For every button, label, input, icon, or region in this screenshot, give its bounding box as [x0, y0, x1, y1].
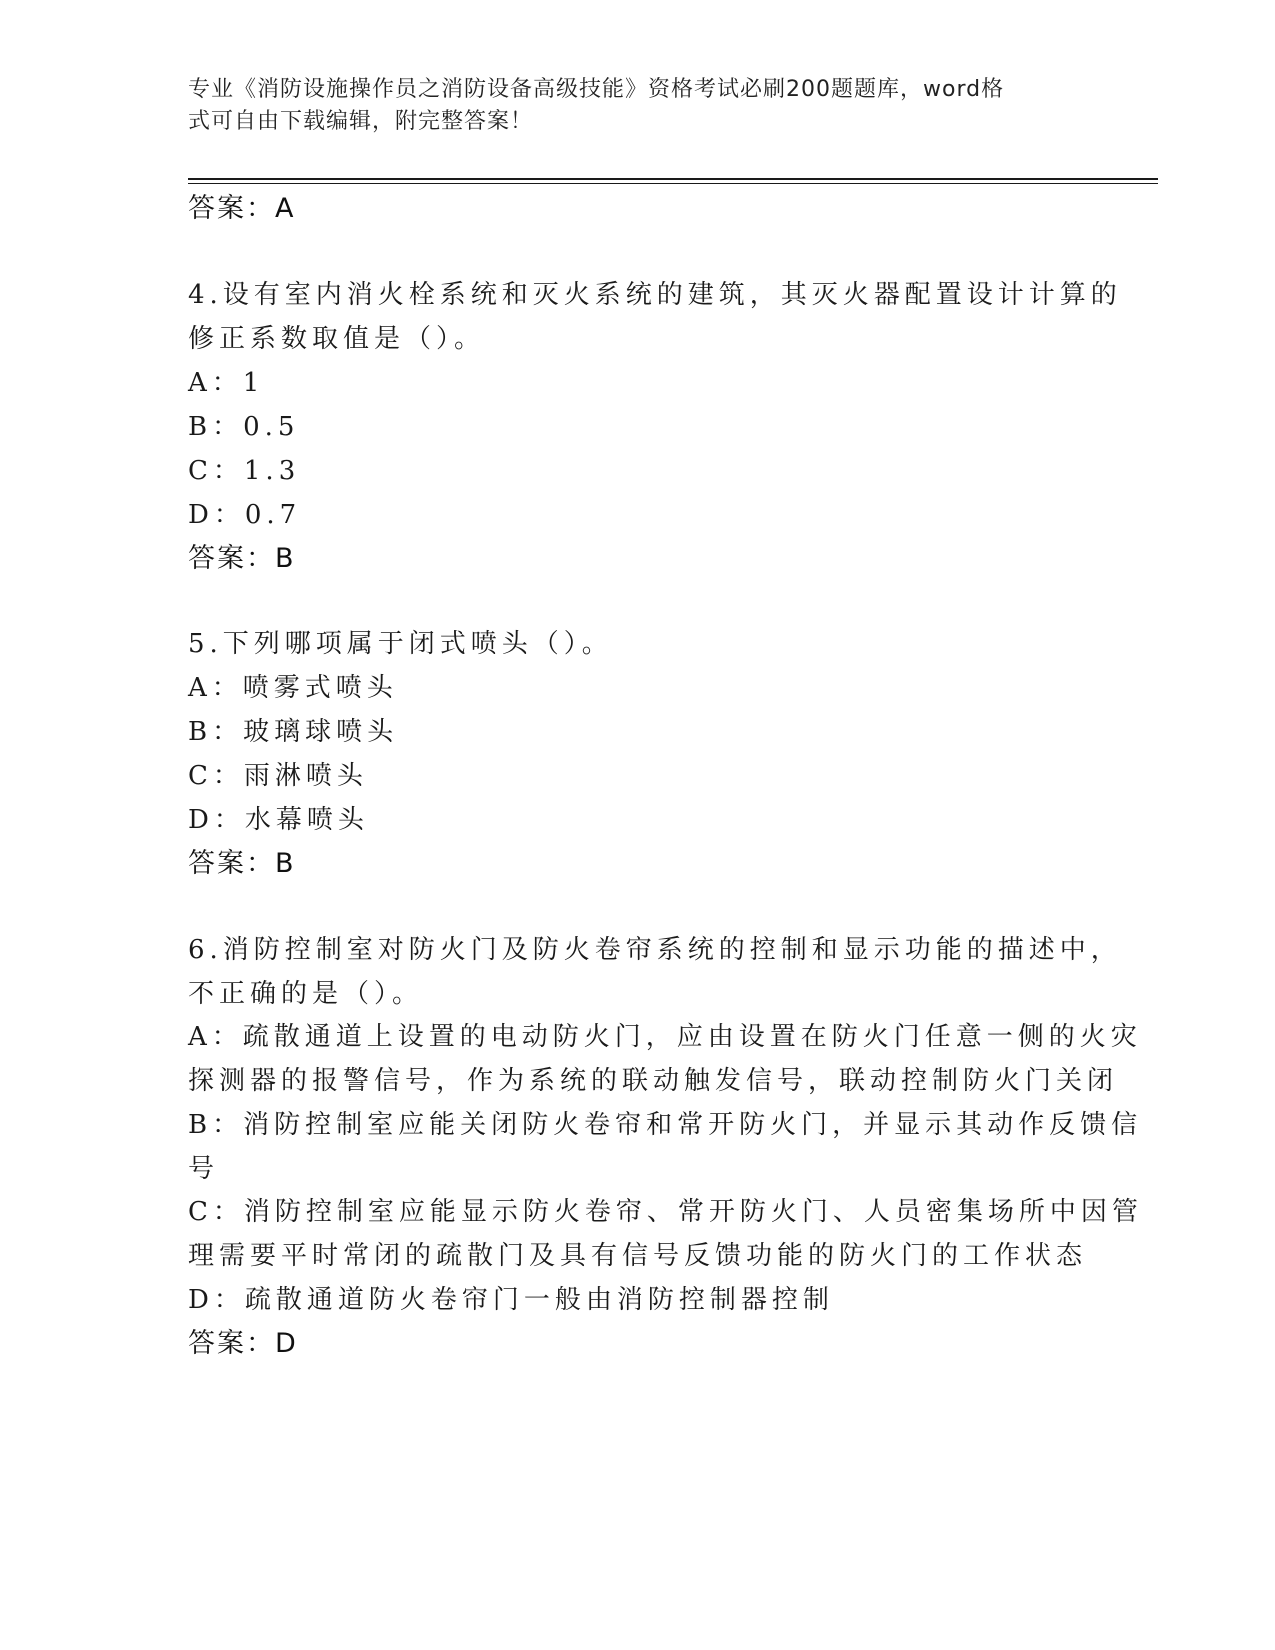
- question-5-stem-line: 5.下列哪项属于闭式喷头（）。: [188, 629, 613, 659]
- question-5-option-a: A：喷雾式喷头: [188, 673, 398, 703]
- question-4-stem-line: 4.设有室内消火栓系统和灭火系统的建筑，其灭火器配置设计计算的: [188, 280, 1122, 310]
- question-6-option-b-line: 号: [188, 1154, 220, 1184]
- answer-q5: 答案：B: [188, 848, 296, 879]
- header-divider-thin: [188, 183, 1158, 184]
- question-6-option-d-line: D：疏散通道防火卷帘门一般由消防控制器控制: [188, 1285, 834, 1315]
- question-6-option-a-line: 探测器的报警信号，作为系统的联动触发信号，联动控制防火门关闭: [188, 1066, 1119, 1096]
- question-5-option-b: B：玻璃球喷头: [188, 717, 399, 747]
- question-5-option-c: C：雨淋喷头: [188, 761, 368, 791]
- question-4-option-d: D：0.7: [188, 500, 302, 530]
- header-divider-thick: [188, 178, 1158, 180]
- question-6-option-c-line: 理需要平时常闭的疏散门及具有信号反馈功能的防火门的工作状态: [188, 1241, 1088, 1271]
- question-4-option-c: C：1.3: [188, 456, 301, 486]
- question-6-stem-line: 6.消防控制室对防火门及防火卷帘系统的控制和显示功能的描述中，: [188, 935, 1122, 965]
- answer-q3: 答案：A: [188, 193, 296, 224]
- question-6-option-c-line: C：消防控制室应能显示防火卷帘、常开防火门、人员密集场所中因管: [188, 1197, 1143, 1227]
- question-4-option-a: A：1: [188, 368, 265, 398]
- header-note-line: 式可自由下载编辑，附完整答案！: [188, 109, 534, 134]
- question-4-option-b: B：0.5: [188, 412, 300, 442]
- question-6-option-a-line: A：疏散通道上设置的电动防火门，应由设置在防火门任意一侧的火灾: [188, 1022, 1142, 1052]
- header-note: [188, 74, 1068, 138]
- answer-q4: 答案：B: [188, 543, 296, 574]
- question-6-option-b-line: B：消防控制室应能关闭防火卷帘和常开防火门，并显示其动作反馈信: [188, 1110, 1143, 1140]
- question-6-stem-line: 不正确的是（）。: [188, 979, 424, 1009]
- answer-q6: 答案：D: [188, 1328, 298, 1359]
- header-note-line: 专业《消防设施操作员之消防设备高级技能》资格考试必刷200题题库，word格: [188, 77, 1005, 102]
- question-4-stem-line: 修正系数取值是（）。: [188, 324, 486, 354]
- question-5-option-d: D：水幕喷头: [188, 805, 369, 835]
